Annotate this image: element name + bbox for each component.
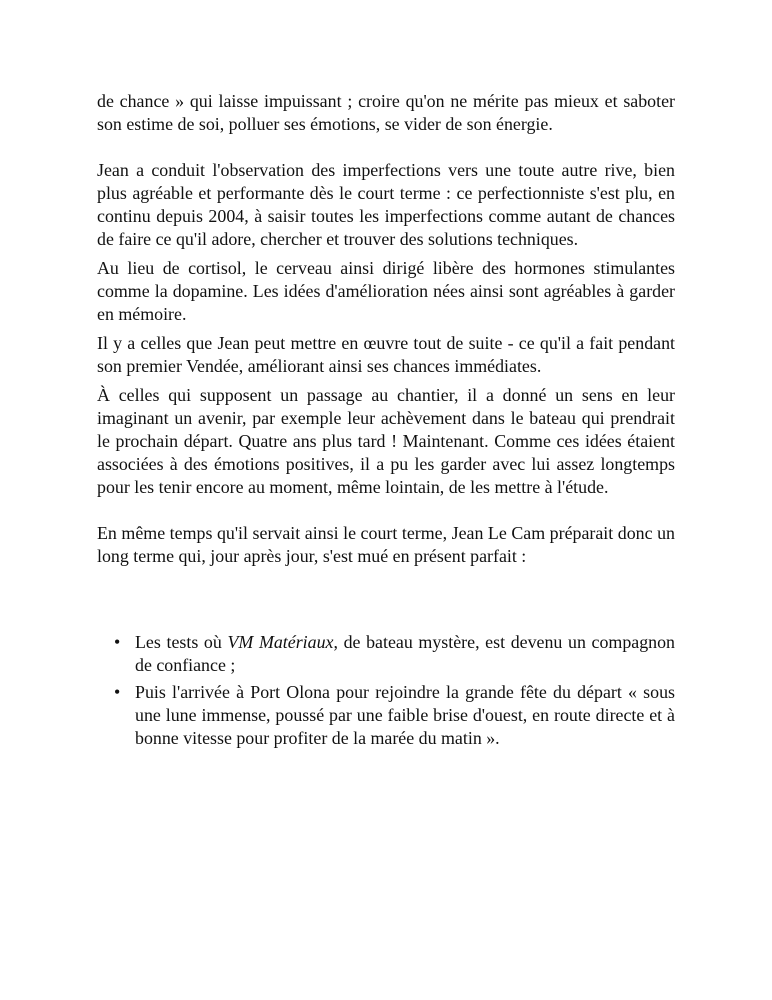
bullet-text-after: , de bateau mystère, est devenu un compagnon de confiance ; (135, 632, 676, 675)
paragraph-4: Il y a celles que Jean peut mettre en œuvre tout de suite - ce qu'il a fait pendant son premier Vendée, améliorant ainsi ses chances immédiates. (97, 333, 675, 376)
bullet-item-2 (97, 681, 675, 750)
paragraph-3: Au lieu de cortisol, le cerveau ainsi dirigé libère des hormones stimulantes comme la dopamine. Les idées d'amélioration nées ainsi sont agréables à garder en mémoire. (97, 258, 675, 324)
bullet-list (97, 631, 675, 750)
paragraph-6: En même temps qu'il servait ainsi le court terme, Jean Le Cam préparait donc un long terme qui, jour après jour, s'est mué en présent parfait : (97, 523, 675, 566)
bullet-text-italic: VM Matériaux (227, 632, 334, 652)
bullet-item-1 (97, 631, 675, 677)
bullet-icon: • (114, 632, 121, 652)
bullet-text-before: Les tests où (135, 632, 228, 652)
paragraph-5: À celles qui supposent un passage au chantier, il a donné un sens en leur imaginant un avenir, par exemple leur achèvement dans le bateau qui prendrait le prochain départ. Quatre ans plus tard ! Maintenant. Comme ces idées étaient associées à des émotions positives, il a pu les garder avec lui assez longtemps pour les tenir encore au moment, même lointain, de les mettre à l'étude. (97, 385, 675, 497)
paragraph-1: de chance » qui laisse impuissant ; croire qu'on ne mérite pas mieux et saboter son estime de soi, polluer ses émotions, se vider de son énergie. (97, 91, 675, 134)
paragraph-2: Jean a conduit l'observation des imperfections vers une toute autre rive, bien plus agréable et performante dès le court terme : ce perfectionniste s'est plu, en continu depuis 2004, à saisir toutes les imperfections comme autant de chances de faire ce qu'il adore, chercher et trouver des solutions techniques. (97, 160, 675, 249)
bullet-text: Puis l'arrivée à Port Olona pour rejoindre la grande fête du départ « sous une lune immense, poussé par une faible brise d'ouest, en route directe et à bonne vitesse pour profiter de la marée du matin ». (135, 682, 675, 748)
bullet-icon: • (114, 682, 121, 702)
document-page (97, 90, 675, 754)
